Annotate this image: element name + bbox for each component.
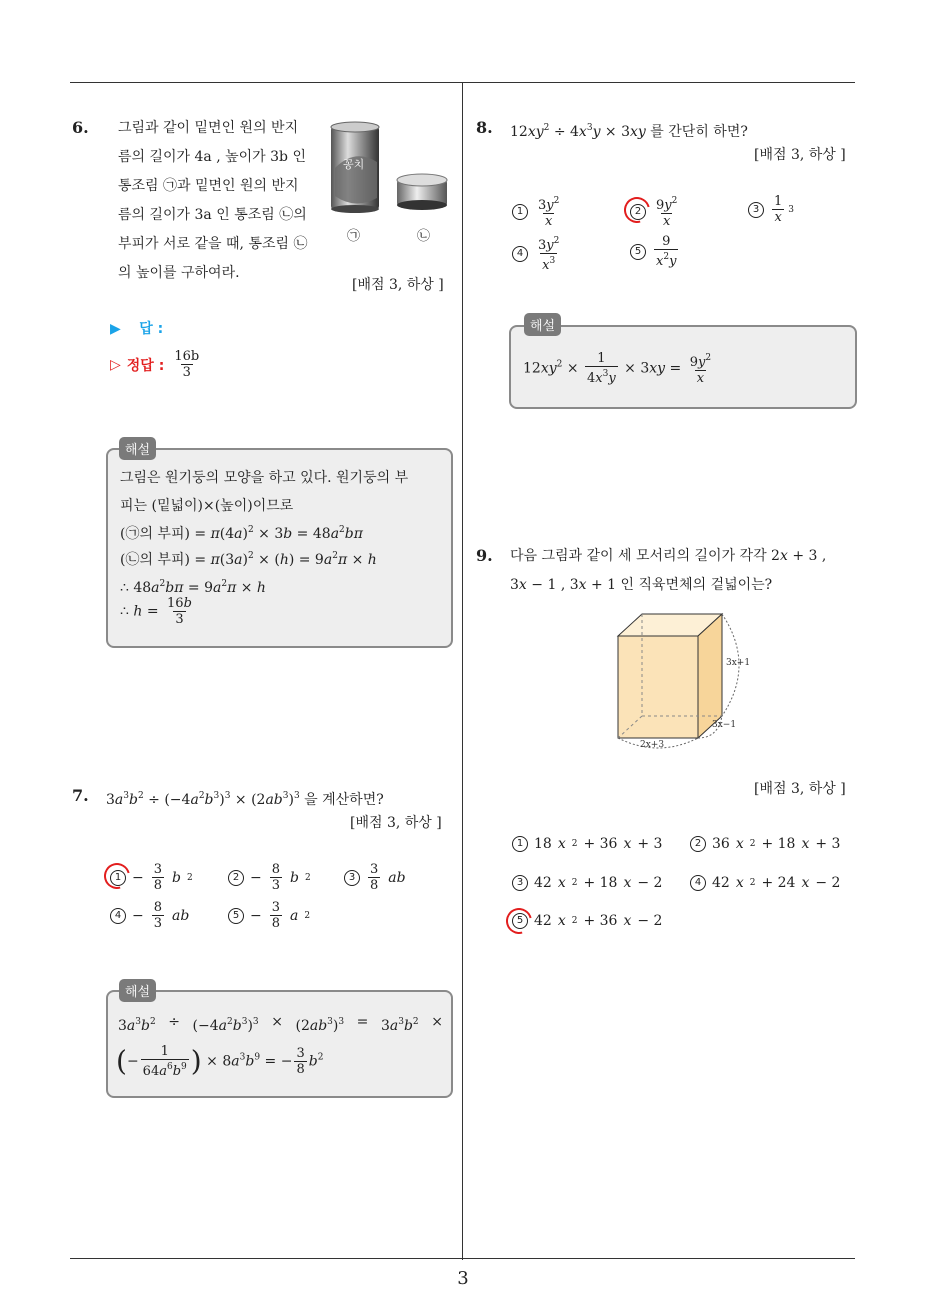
q9-score: [배점 3, 하상 ] (754, 781, 846, 797)
q6-explanation-box (106, 448, 453, 648)
q8-explanation-box (509, 325, 857, 409)
q9-option-2[interactable]: 2 36 x 2 + 18 x + 3 (690, 836, 840, 852)
q7-option-1[interactable]: 1 − $\frac{3}{8}$ b 2 (110, 862, 193, 893)
q7-explanation-box (106, 990, 453, 1098)
cuboid-label-width: 2x+3 (640, 740, 665, 750)
q6-line-1: 그림과 같이 밑면인 원의 반지 (118, 120, 299, 136)
q6-exp-line-1: 그림은 원기둥의 모양을 하고 있다. 원기둥의 부 (120, 470, 409, 486)
q7-exp-line-2: (− $\frac{1}{64a^6b^9}$ ) × $8a^3b^9$ = − $\frac{3}{8}$ $b^2$ (116, 1044, 324, 1079)
q6-cans-figure (325, 118, 455, 248)
cuboid-label-height: 3x+1 (726, 658, 751, 668)
q7-explanation-tag: 해설 (119, 979, 156, 1002)
q6-number: 6. (72, 118, 89, 137)
q6-line-6: 의 높이를 구하여라. (118, 265, 240, 281)
q7-option-3[interactable]: 3 $\frac{3}{8}$ ab (344, 862, 406, 893)
q7-option-5[interactable]: 5 − $\frac{3}{8}$ a 2 (228, 900, 310, 931)
q6-line-5: 부피가 서로 같을 때, 통조림 ㉡ (118, 236, 308, 252)
q9-question: 다음 그림과 같이 세 모서리의 길이가 각각 2x + 3 , 3x − 1 , 3x + 1 인 직육면체의 겉넓이는? (510, 548, 827, 593)
q8-option-4[interactable]: 4 $\frac{3y^2}{x^3}$ (512, 234, 563, 273)
q8-option-5[interactable]: 5 $\frac{9}{x^2y}$ (630, 234, 680, 269)
q8-option-2[interactable]: 2 $\frac{9y^2}{x}$ (630, 194, 681, 229)
q8-option-1[interactable]: 1 $\frac{3y^2}{x}$ (512, 194, 563, 229)
cuboid-front-face (618, 636, 698, 738)
q7-exp-line-1: $3a^3b^2$ ÷ $(-4a^2b^3)^3$ × $(2ab^3)^3$ = $3a^3b^2$ × (118, 1014, 443, 1034)
q8-question-suffix: 를 간단히 하면? (650, 124, 748, 140)
q6-line-4: 름의 길이가 3a 인 통조림 ㉡의 (118, 207, 307, 223)
q6-answer-label: 답 : (139, 321, 164, 337)
q9-answer-marker (501, 903, 537, 939)
q9-option-5[interactable]: 5 42 x 2 + 36 x − 2 (512, 913, 662, 929)
q7-option-4[interactable]: 4 − $\frac{8}{3}$ ab (110, 900, 189, 931)
q7-number: 7. (72, 786, 89, 805)
q7-question-suffix: 을 계산하면? (304, 792, 384, 808)
q6-exp-line-4: (㉡의 부피) = $\pi(3a)^2 \times (h) = 9a^2\pi \times h$ (120, 551, 377, 568)
q6-exp-line-3: (㉠의 부피) = $\pi(4a)^2 \times 3b = 48a^2b\pi$ (120, 525, 363, 542)
q8-option-3[interactable]: 3 $\frac{1}{x}$ 3 (748, 194, 794, 225)
q6-line-2: 름의 길이가 4a , 높이가 3b 인 (118, 149, 306, 165)
q8-score: [배점 3, 하상 ] (754, 147, 846, 163)
q9-number: 9. (476, 546, 493, 565)
q6-exp-line-6: ∴ h = $\frac{16b}{3}$ (120, 596, 192, 627)
q9-line-2-suffix: 인 직육면체의 겉넓이는? (620, 577, 773, 593)
q6-explanation-tag: 해설 (119, 437, 156, 460)
can-label-2: ㉡ (417, 229, 431, 244)
q8-exp-line-1: $12xy^2$ × $\frac{1}{4x^3y}$ × 3xy = $\frac{9y^2}{x}$ (523, 351, 712, 386)
q6-line-3: 통조림 ㉠과 밑면인 원의 반지 (118, 178, 299, 194)
q6-correct-value: $\frac{16b}{3}$ (174, 349, 200, 380)
can-brand-text: 꽁치 (343, 158, 365, 171)
q8-explanation-tag: 해설 (524, 313, 561, 336)
q7-option-2[interactable]: 2 − $\frac{8}{3}$ b 2 (228, 862, 311, 893)
q9-line-1: 다음 그림과 같이 세 모서리의 길이가 각각 (510, 548, 767, 564)
q6-exp-line-2: 피는 (밑넓이)×(높이)이므로 (120, 498, 294, 514)
q9-option-1[interactable]: 1 18 x 2 + 36 x + 3 (512, 836, 662, 852)
q7-question: $3a^3b^2 \div (-4a^2b^3)^3 \times (2ab^3)^3$ 을 계산하면? (106, 791, 384, 808)
column-divider (462, 83, 463, 1260)
can-label-1: ㉠ (347, 229, 361, 244)
q9-option-4[interactable]: 4 42 x 2 + 24 x − 2 (690, 875, 840, 891)
q6-correct-row (110, 349, 203, 380)
correct-arrow-icon: ▷ (110, 356, 121, 373)
page-number: 3 (457, 1268, 469, 1289)
answer-arrow-icon: ▶ (110, 321, 121, 337)
q6-exp-line-5: ∴ $48a^2b\pi = 9a^2\pi \times h$ (120, 579, 266, 596)
q6-score: [배점 3, 하상 ] (352, 277, 444, 293)
cuboid-label-depth: 3x−1 (712, 720, 737, 730)
q9-option-3[interactable]: 3 42 x 2 + 18 x − 2 (512, 875, 662, 891)
q8-question: $12xy^2 \div 4x^3y \times 3xy$ 를 간단히 하면? (510, 123, 748, 140)
q6-correct-label: 정답 : (126, 357, 165, 374)
q8-number: 8. (476, 118, 493, 137)
q6-question (118, 114, 318, 288)
q6-answer-row (110, 318, 163, 338)
q7-score: [배점 3, 하상 ] (350, 815, 442, 831)
q9-cuboid-figure (606, 610, 756, 760)
